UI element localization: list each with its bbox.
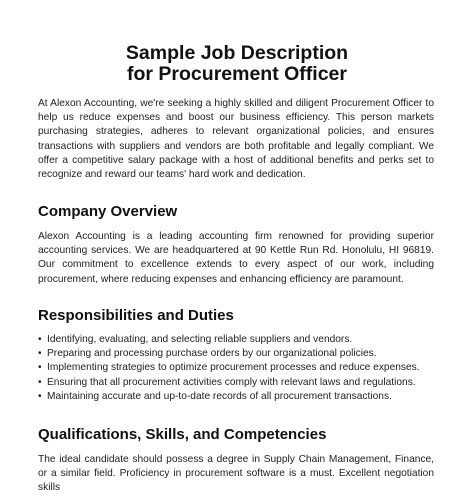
title-line-1: Sample Job Description	[125, 42, 349, 64]
bullet-icon: •	[38, 362, 42, 374]
list-item	[38, 347, 438, 361]
intro-paragraph: At Alexon Accounting, we're seeking a highly skilled and diligent Procurement Officer to help us reduce expenses and boost our business efficiency. This person markets purchasing strategies, adheres to relevant organizational policies, and ensures transactions with suppliers and vendors are both profitable and legally compliant. We offer a competitive salary package with a host of additional benefits and perks set to recognize and reward our teams' hard work and dedication.	[38, 98, 434, 181]
company-overview-heading: Company Overview	[38, 203, 178, 220]
list-item	[38, 333, 438, 347]
list-item	[38, 376, 438, 390]
responsibilities-list	[38, 333, 438, 404]
title-line-2: for Procurement Officer	[127, 63, 347, 85]
qualifications-heading: Qualifications, Skills, and Competencies	[38, 426, 327, 443]
bullet-icon: •	[38, 334, 42, 345]
bullet-icon: •	[38, 390, 42, 402]
list-item	[38, 361, 438, 375]
list-item-text: Ensuring that all procurement activities comply with relevant laws and regulations.	[47, 376, 416, 388]
bullet-icon: •	[38, 376, 42, 388]
list-item-text: Implementing strategies to optimize procurement processes and reduce expenses.	[47, 362, 420, 374]
list-item-text: Maintaining accurate and up-to-date records of all procurement transactions.	[47, 390, 392, 402]
list-item	[38, 390, 438, 404]
document-title	[0, 43, 474, 85]
bullet-icon: •	[38, 348, 42, 360]
list-item-text: Identifying, evaluating, and selecting reliable suppliers and vendors.	[47, 334, 353, 345]
qualifications-paragraph: The ideal candidate should possess a degree in Supply Chain Management, Finance, or a similar field. Proficiency in procurement software is a must. Excellent negotiation skills	[38, 454, 434, 494]
list-item-text: Preparing and processing purchase orders by our organizational policies.	[47, 348, 377, 360]
responsibilities-heading: Responsibilities and Duties	[38, 307, 234, 324]
company-overview-paragraph: Alexon Accounting is a leading accounting firm renowned for providing superior accounting services. We are headquartered at 90 Kettle Run Rd. Honolulu, HI 96819. Our commitment to excellence extends to every aspect of our work, including procurement, where reducing expenses and enhancing efficiency are paramount.	[38, 231, 434, 285]
